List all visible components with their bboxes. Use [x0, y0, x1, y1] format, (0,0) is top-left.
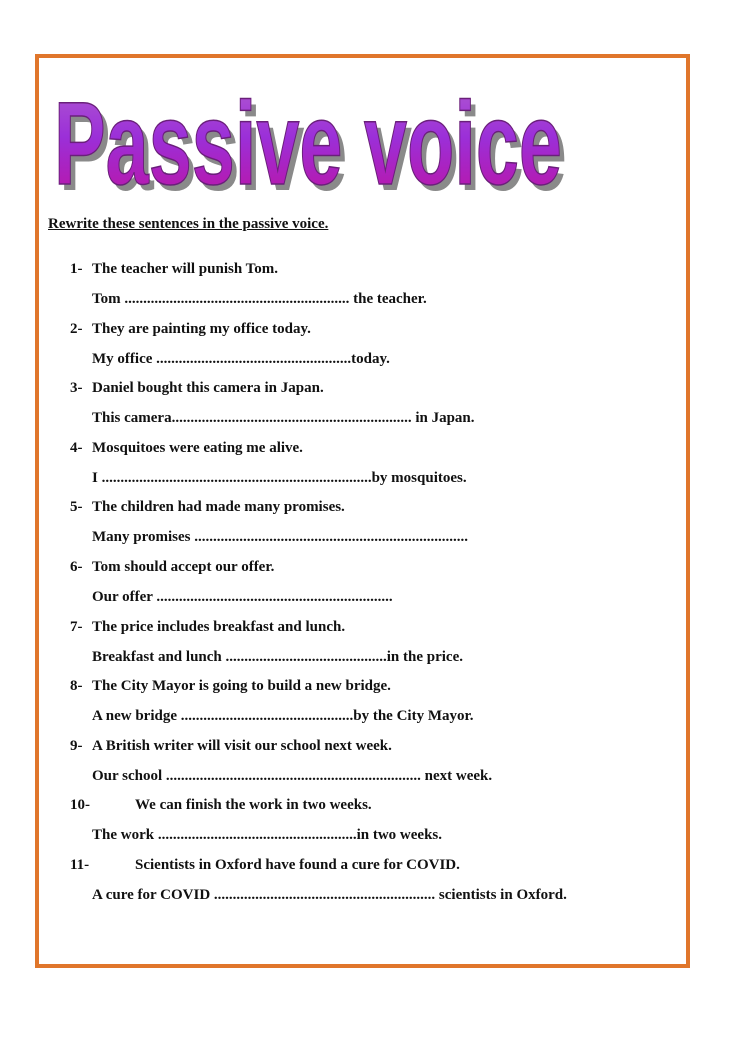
passive-answer-line: Many promises .........................................................................	[92, 529, 468, 546]
passive-answer-line: The work .....................................................in two weeks.	[92, 827, 443, 844]
passive-answer-line: Tom ............................................................ the teacher.	[92, 291, 427, 307]
instruction-text: Rewrite these sentences in the passive voice.	[48, 216, 329, 232]
passive-answer-line: This camera................................................................ in Japan.	[92, 410, 475, 427]
active-sentence: The teacher will punish Tom.	[92, 261, 279, 277]
active-sentence: Tom should accept our offer.	[92, 559, 275, 575]
item-number: 6-	[70, 559, 83, 575]
item-number: 2-	[70, 320, 83, 337]
active-sentence: They are painting my office today.	[92, 320, 311, 337]
active-sentence: Daniel bought this camera in Japan.	[92, 380, 324, 397]
item-number: 11-	[70, 857, 90, 873]
passive-answer-line: My office ....................................................today.	[92, 350, 390, 367]
active-sentence: Mosquitoes were eating me alive.	[92, 439, 303, 456]
active-sentence: The price includes breakfast and lunch.	[92, 618, 346, 635]
passive-answer-line: A new bridge ..............................................by the City Mayor.	[92, 708, 474, 725]
item-number: 3-	[70, 380, 83, 397]
item-number: 8-	[70, 678, 83, 695]
active-sentence: The City Mayor is going to build a new bridge.	[92, 678, 391, 695]
passive-answer-line: I ........................................................................by mosquitoes.	[92, 469, 467, 486]
active-sentence: Scientists in Oxford have found a cure for COVID.	[135, 857, 460, 873]
worksheet-title	[0, 0, 735, 230]
passive-answer-line: A cure for COVID ........................................................... scientists in Oxford.	[92, 887, 567, 903]
active-sentence: A British writer will visit our school next week.	[92, 737, 392, 754]
item-number: 10-	[70, 797, 90, 814]
active-sentence: The children had made many promises.	[92, 499, 345, 516]
active-sentence: We can finish the work in two weeks.	[135, 797, 372, 814]
passive-answer-line: Breakfast and lunch ...........................................in the price.	[92, 648, 463, 665]
item-number: 5-	[70, 499, 83, 516]
title-text: Passive voice	[54, 78, 562, 210]
item-number: 4-	[70, 439, 83, 456]
svg-text:Passive voice: Passive voice	[59, 84, 567, 216]
passive-answer-line: Our school .................................................................... next week.	[92, 767, 493, 784]
passive-answer-line: Our offer ...............................................................	[92, 589, 393, 605]
item-number: 1-	[70, 261, 83, 277]
item-number: 7-	[70, 618, 83, 635]
item-number: 9-	[70, 737, 83, 754]
